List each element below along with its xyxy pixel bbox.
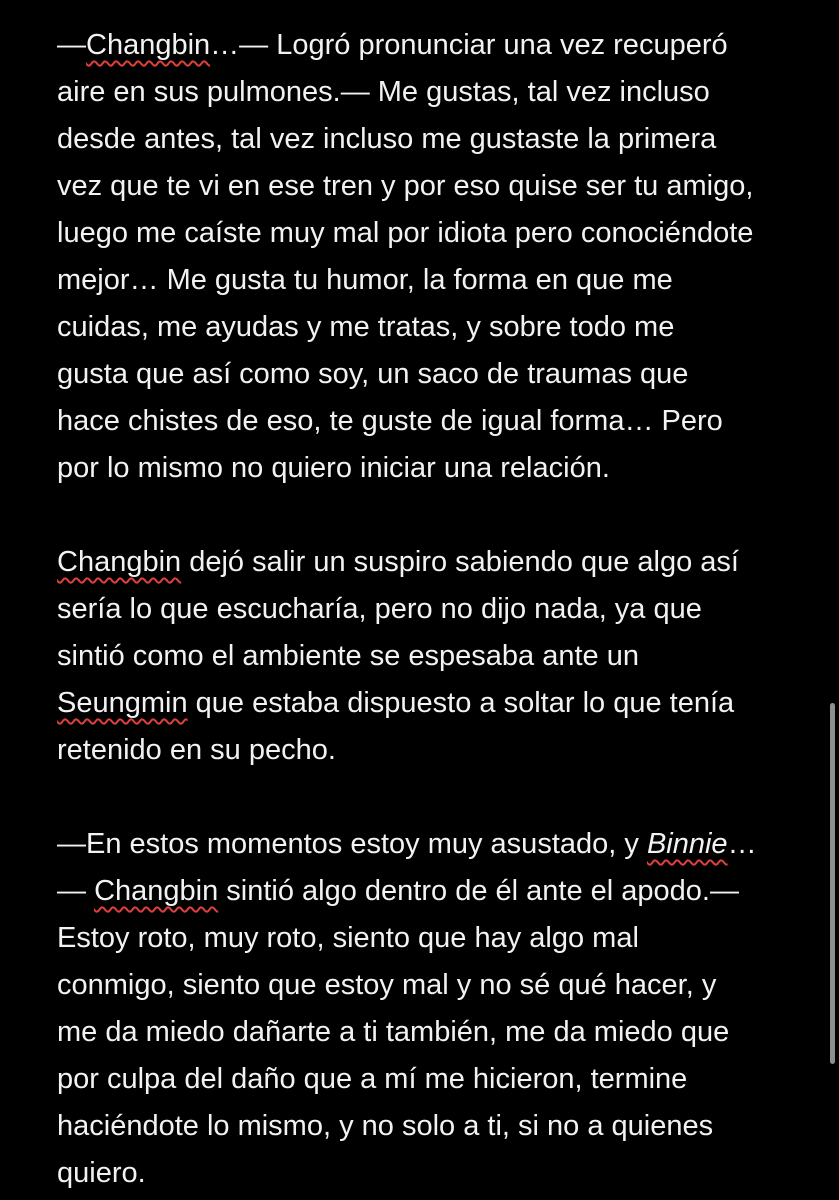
text-run: — (57, 29, 86, 61)
text-line (57, 962, 799, 1009)
text-run: —En estos momentos estoy muy asustado, y (57, 828, 647, 860)
text-run: haciéndote lo mismo, y no solo a ti, si no a quienes (57, 1110, 714, 1142)
document-text-body[interactable] (57, 22, 799, 1197)
text-run: por culpa del daño que a mí me hicieron, termine (57, 1063, 688, 1095)
text-line (57, 633, 799, 680)
text-run: sintió algo dentro de él ante el apodo.— (218, 875, 739, 907)
text-run: … (727, 828, 757, 860)
text-run: conmigo, siento que estoy mal y no sé qué hacer, y (57, 969, 717, 1001)
text-line (57, 1150, 799, 1197)
paragraph (57, 22, 799, 492)
paragraph (57, 821, 799, 1197)
text-line (57, 727, 799, 774)
text-run: …— Logró pronunciar una vez recuperó (210, 29, 728, 61)
misspelled-word: Binnie (646, 828, 728, 860)
text-run: sería lo que escucharía, pero no dijo nada, ya que (57, 593, 702, 625)
text-run: retenido en su pecho. (57, 734, 336, 766)
text-run: sintió como el ambiente se espesaba ante un (57, 640, 639, 672)
text-line (57, 1056, 799, 1103)
misspelled-word: Changbin (94, 875, 219, 907)
text-run: mejor… Me gusta tu humor, la forma en que me (57, 264, 673, 296)
text-run: aire en sus pulmones.— Me gustas, tal vez incluso (57, 76, 710, 108)
text-line (57, 257, 799, 304)
text-line (57, 163, 799, 210)
text-run: luego me caíste muy mal por idiota pero conociéndote (57, 217, 754, 249)
text-run: que estaba dispuesto a soltar lo que tenía (187, 687, 735, 719)
text-line (57, 821, 799, 868)
text-run: quiero. (57, 1157, 146, 1189)
text-run: gusta que así como soy, un saco de traumas que (57, 358, 689, 390)
text-line (57, 586, 799, 633)
text-run: hace chistes de eso, te guste de igual forma… Pero (57, 405, 723, 437)
text-line (57, 304, 799, 351)
text-run: desde antes, tal vez incluso me gustaste la primera (57, 123, 717, 155)
text-run: Estoy roto, muy roto, siento que hay algo mal (57, 922, 639, 954)
text-line (57, 539, 799, 586)
paragraph-gap (57, 774, 799, 821)
text-line (57, 445, 799, 492)
text-line (57, 22, 799, 69)
misspelled-word: Seungmin (57, 687, 188, 719)
misspelled-word: Changbin (57, 546, 182, 578)
text-line (57, 398, 799, 445)
text-run: — (57, 875, 95, 907)
text-line (57, 351, 799, 398)
text-line (57, 116, 799, 163)
text-line (57, 69, 799, 116)
text-line (57, 915, 799, 962)
misspelled-word: Changbin (86, 29, 211, 61)
text-line (57, 680, 799, 727)
paragraph (57, 539, 799, 774)
text-line (57, 1009, 799, 1056)
text-run: por lo mismo no quiero iniciar una relación. (57, 452, 610, 484)
paragraph-gap (57, 492, 799, 539)
text-line (57, 210, 799, 257)
vertical-scrollbar[interactable] (830, 703, 835, 1064)
text-run: cuidas, me ayudas y me tratas, y sobre todo me (57, 311, 675, 343)
text-line (57, 868, 799, 915)
text-run: vez que te vi en ese tren y por eso quise ser tu amigo, (57, 170, 754, 202)
text-run: dejó salir un suspiro sabiendo que algo así (181, 546, 739, 578)
text-line (57, 1103, 799, 1150)
text-run: me da miedo dañarte a ti también, me da miedo que (57, 1016, 730, 1048)
